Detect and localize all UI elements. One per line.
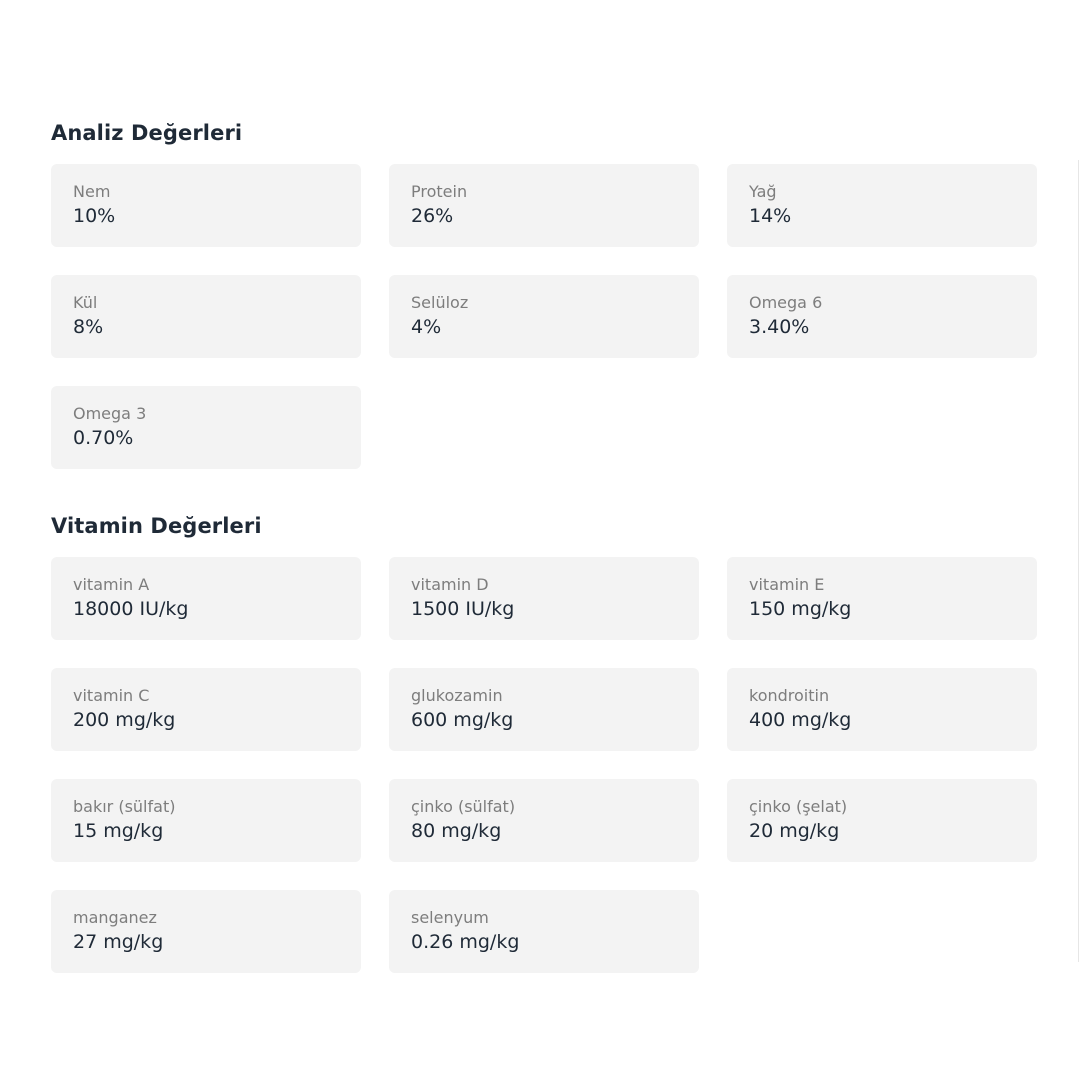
card-value: 14%	[749, 205, 792, 227]
card-label: kondroitin	[749, 686, 830, 705]
card-label: Kül	[73, 293, 98, 312]
card-label: çinko (sülfat)	[411, 797, 516, 816]
card-value: 3.40%	[749, 316, 810, 338]
card-label: glukozamin	[411, 686, 503, 705]
vitamin-card-selenyum	[389, 890, 699, 973]
vitamin-card-bakir-sulfat	[51, 779, 361, 862]
card-label: Selüloz	[411, 293, 469, 312]
card-label: Omega 6	[749, 293, 823, 312]
vitamin-card-kondroitin	[727, 668, 1037, 751]
analysis-section-title: Analiz Değerleri	[51, 121, 243, 145]
card-label: Nem	[73, 182, 111, 201]
card-label: Yağ	[749, 182, 777, 201]
card-value: 80 mg/kg	[411, 820, 502, 842]
card-value: 400 mg/kg	[749, 709, 852, 731]
analysis-card-protein	[389, 164, 699, 247]
card-value: 0.70%	[73, 427, 134, 449]
vitamin-card-c	[51, 668, 361, 751]
analysis-grid	[51, 164, 1037, 469]
card-label: Protein	[411, 182, 468, 201]
card-value: 150 mg/kg	[749, 598, 852, 620]
card-label: vitamin E	[749, 575, 825, 594]
card-label: bakır (sülfat)	[73, 797, 176, 816]
card-label: Omega 3	[73, 404, 147, 423]
analysis-card-omega6	[727, 275, 1037, 358]
card-label: manganez	[73, 908, 157, 927]
vitamin-card-d	[389, 557, 699, 640]
analysis-card-seluloz	[389, 275, 699, 358]
card-label: çinko (şelat)	[749, 797, 848, 816]
card-value: 20 mg/kg	[749, 820, 840, 842]
vitamin-card-cinko-selat	[727, 779, 1037, 862]
scroll-edge-divider	[1078, 160, 1079, 962]
card-value: 600 mg/kg	[411, 709, 514, 731]
analysis-card-nem	[51, 164, 361, 247]
card-value: 15 mg/kg	[73, 820, 164, 842]
vitamin-card-cinko-sulfat	[389, 779, 699, 862]
analysis-card-yag	[727, 164, 1037, 247]
vitamin-section-title: Vitamin Değerleri	[51, 514, 262, 538]
card-value: 18000 IU/kg	[73, 598, 189, 620]
vitamin-card-glukozamin	[389, 668, 699, 751]
card-value: 0.26 mg/kg	[411, 931, 520, 953]
card-value: 27 mg/kg	[73, 931, 164, 953]
card-value: 10%	[73, 205, 116, 227]
analysis-card-omega3	[51, 386, 361, 469]
vitamin-card-e	[727, 557, 1037, 640]
vitamin-card-manganez	[51, 890, 361, 973]
card-value: 200 mg/kg	[73, 709, 176, 731]
card-label: vitamin A	[73, 575, 150, 594]
analysis-card-kul	[51, 275, 361, 358]
card-value: 1500 IU/kg	[411, 598, 515, 620]
card-value: 8%	[73, 316, 104, 338]
card-value: 4%	[411, 316, 442, 338]
card-value: 26%	[411, 205, 454, 227]
vitamin-card-a	[51, 557, 361, 640]
card-label: selenyum	[411, 908, 489, 927]
card-label: vitamin D	[411, 575, 489, 594]
card-label: vitamin C	[73, 686, 150, 705]
vitamin-grid	[51, 557, 1037, 973]
